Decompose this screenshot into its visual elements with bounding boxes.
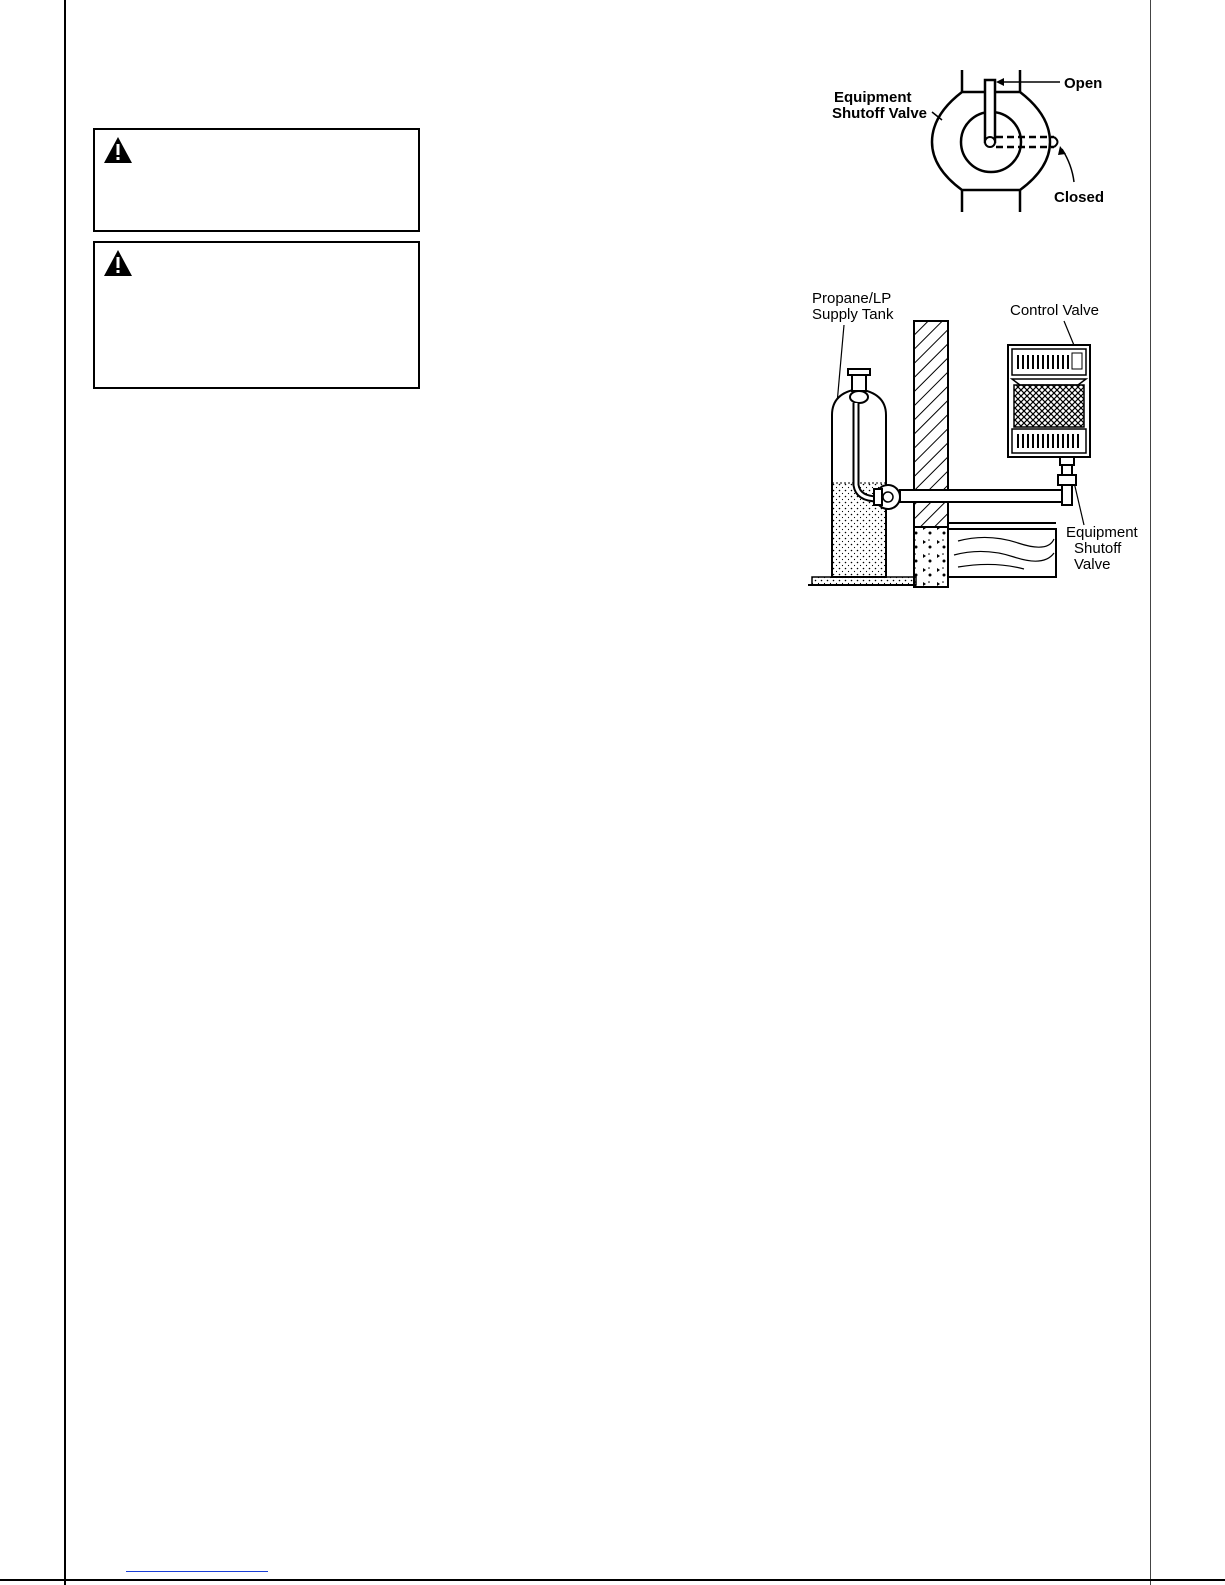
page-left-rule: [64, 0, 66, 1585]
page-right-rule: [1150, 0, 1151, 1585]
valve-label-line1: Equipment: [834, 89, 912, 106]
control-valve-label: Control Valve: [1010, 302, 1099, 319]
shutoff-label-line2: Shutoff: [1074, 540, 1122, 557]
shutoff-label-line3: Valve: [1074, 556, 1111, 573]
footer-link[interactable]: [126, 1571, 268, 1572]
installation-figure: [808, 285, 1148, 595]
warning-triangle-icon: [103, 249, 133, 277]
warning-box-2: [93, 241, 420, 389]
shutoff-label-line1: Equipment: [1066, 524, 1138, 541]
warning-box-1: [93, 128, 420, 232]
tank-label-line1: Propane/LP: [812, 290, 892, 307]
tank-label-line2: Supply Tank: [812, 306, 894, 323]
closed-label: Closed: [1054, 189, 1105, 206]
valve-label-line2: Shutoff Valve: [832, 105, 928, 122]
shutoff-valve-figure: [820, 60, 1120, 220]
page-bottom-rule: [0, 1579, 1225, 1581]
open-label: Open: [1064, 75, 1103, 92]
warning-triangle-icon: [103, 136, 133, 164]
